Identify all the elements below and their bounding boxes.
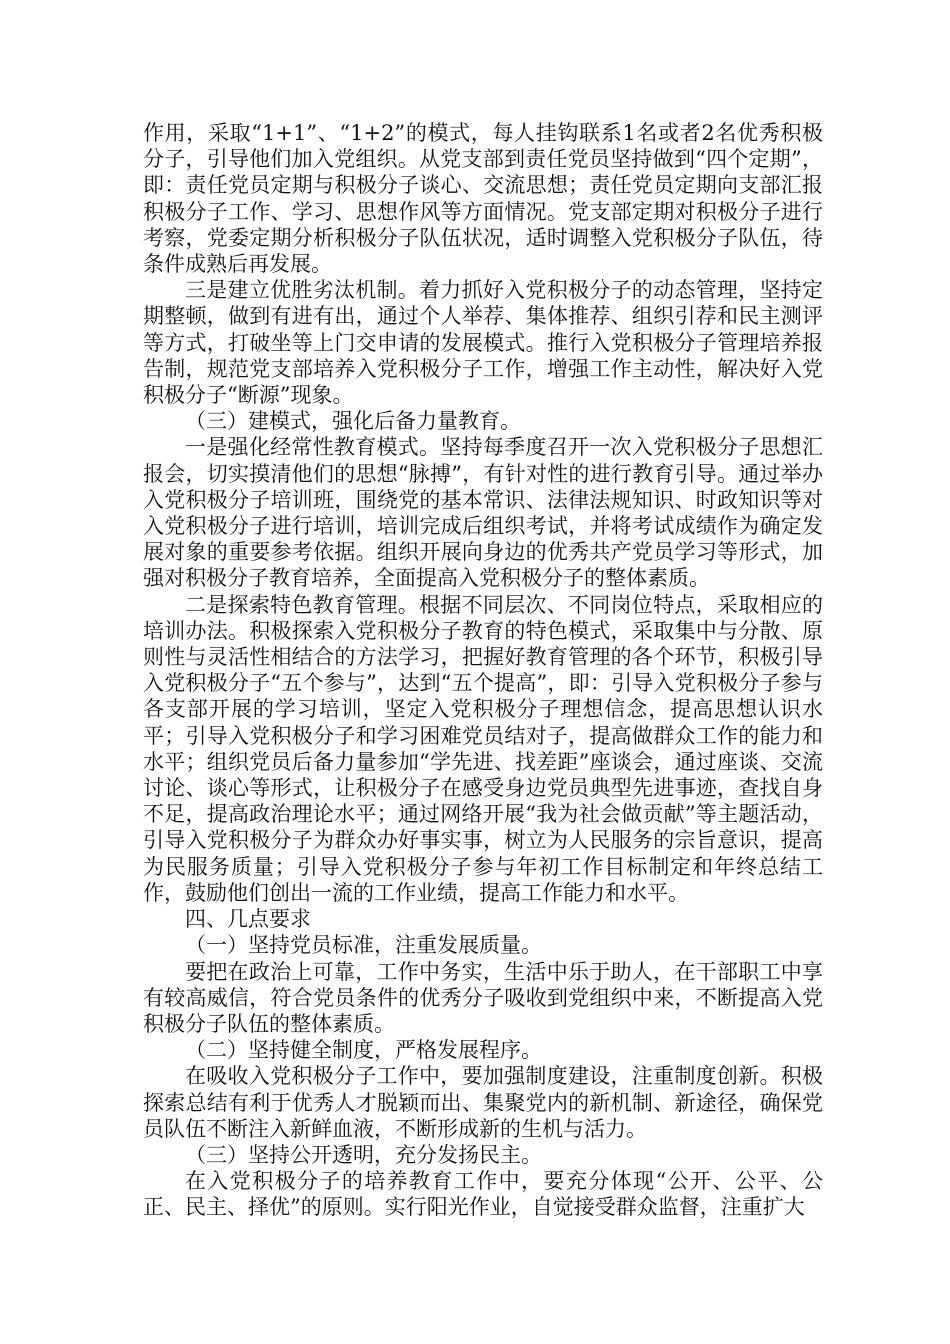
paragraph-special-education: 二是探索特色教育管理。根据不同层次、不同岗位特点，采取相应的培训办法。积极探索入党积极分子教育的特色模式，采取集中与分散、原则性与灵活性相结合的方法学习，把握好教育管理的各个环节，积极引导入党积极分子“五个参与”，达到“五个提高”，即：引导入党积极分子参与各支部开展的学习培训，坚定入党积极分子理想信念，提高思想认识水平；引导入党积极分子和学习困难党员结对子，提高做群众工作的能力和水平；组织党员后备力量参加“学先进、找差距”座谈会，通过座谈、交流讨论、谈心等形式，让积极分子在感受身边党员典型先进事迹，查找自身不足，提高政治理论水平；通过网络开展“我为社会做贡献”等主题活动，引导入党积极分子为群众办好事实事，树立为人民服务的宗旨意识，提高为民服务质量；引导入党积极分子参与年初工作目标制定和年终总结工作，鼓励他们创出一流的工作业绩，提高工作能力和水平。: [143, 592, 823, 905]
paragraph-transparency: 在入党积极分子的培养教育工作中，要充分体现“公开、公平、公正、民主、择优”的原则。实行阳光作业，自觉接受群众监督，注重扩大: [143, 1169, 823, 1220]
section-heading-model: （三）建模式，强化后备力量教育。: [185, 409, 521, 434]
subheading-transparency: （三）坚持公开透明，充分发扬民主。: [185, 1142, 542, 1167]
document-page: [143, 120, 823, 1221]
paragraph-regular-education: 一是强化经常性教育模式。坚持每季度召开一次入党积极分子思想汇报会，切实摸清他们的思想“脉搏”，有针对性的进行教育引导。通过举办入党积极分子培训班，围绕党的基本常识、法律法规知识、时政知识等对入党积极分子进行培训，培训完成后组织考试，并将考试成绩作为确定发展对象的重要参考依据。组织开展向身边的优秀共产党员学习等形式，加强对积极分子教育培养，全面提高入党积极分子的整体素质。: [143, 435, 823, 591]
section-heading-requirements: 四、几点要求: [185, 907, 311, 932]
paragraph-system: 在吸收入党积极分子工作中，要加强制度建设，注重制度创新。积极探索总结有利于优秀人才脱颖而出、集聚党内的新机制、新途径，确保党员队伍不断注入新鲜血液，不断形成新的生机与活力。: [143, 1064, 823, 1141]
subheading-system: （二）坚持健全制度，严格发展程序。: [185, 1038, 542, 1063]
paragraph-standards: 要把在政治上可靠，工作中务实，生活中乐于助人，在干部职工中享有较高威信，符合党员条件的优秀分子吸收到党组织中来，不断提高入党积极分子队伍的整体素质。: [143, 959, 823, 1036]
paragraph-elimination-mechanism: 三是建立优胜劣汰机制。着力抓好入党积极分子的动态管理，坚持定期整顿，做到有进有出，通过个人举荐、集体推荐、组织引荐和民主测评等方式，打破坐等上门交申请的发展模式。推行入党积极分子管理培养报告制，规范党支部培养入党积极分子工作，增强工作主动性，解决好入党积极分子“断源”现象。: [143, 278, 823, 408]
subheading-standards: （一）坚持党员标准，注重发展质量。: [185, 933, 542, 958]
paragraph-pairing-mechanism: 作用，采取“1+1”、“1+2”的模式，每人挂钩联系1名或者2名优秀积极分子，引导他们加入党组织。从党支部到责任党员坚持做到“四个定期”，即：责任党员定期与积极分子谈心、交流思想；责任党员定期向支部汇报积极分子工作、学习、思想作风等方面情况。党支部定期对积极分子进行考察，党委定期分析积极分子队伍状况，适时调整入党积极分子队伍，待条件成熟后再发展。: [143, 121, 823, 277]
